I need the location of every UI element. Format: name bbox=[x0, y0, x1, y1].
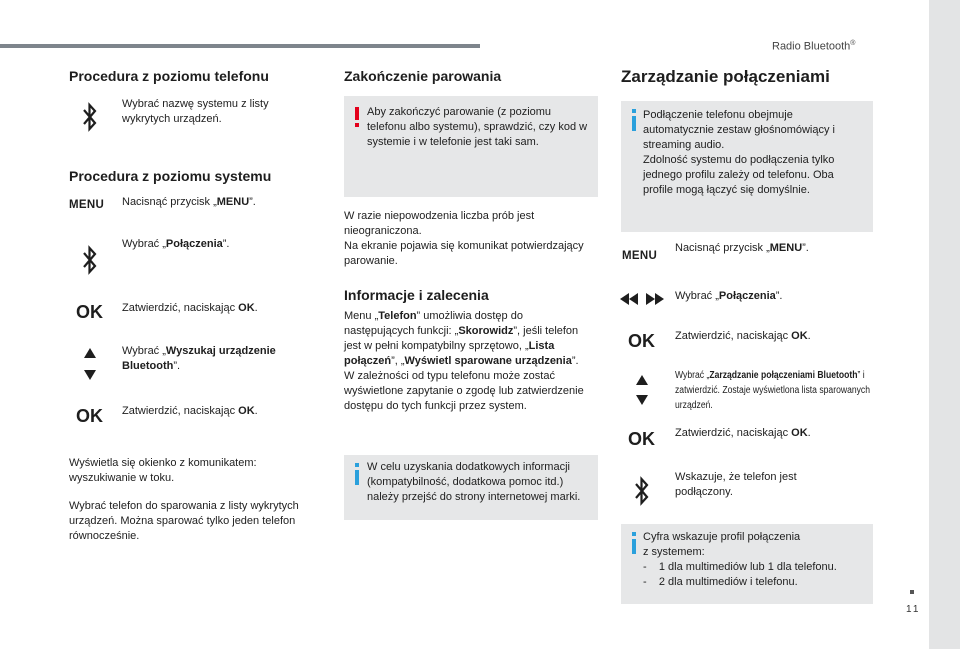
step-manage-bluetooth: Wybrać „Zarządzanie połączeniami Bluetooth” i zatwierdzić. Zostaje wyświetlona lista sparowanych urządzeń. bbox=[675, 370, 871, 411]
warning-text: Aby zakończyć parowanie (z poziomu telefonu albo systemu), sprawdzić, czy kod w systemie i w telefonie jest taki sam. bbox=[367, 106, 588, 148]
paragraph-failure: W razie niepowodzenia liczba prób jest nieograniczona. Na ekranie pojawia się komunikat potwierdzający parowanie. bbox=[344, 210, 584, 267]
section-title-system: Procedura z poziomu systemu bbox=[69, 168, 272, 184]
up-down-arrows-icon bbox=[82, 347, 98, 381]
step-confirm-ok: Zatwierdzić, naciskając OK. bbox=[122, 302, 258, 314]
step-select-connections: Wybrać „Połączenia”. bbox=[675, 290, 783, 302]
page-number: 11 bbox=[906, 604, 921, 615]
header-bar bbox=[0, 44, 480, 48]
info-icon bbox=[630, 532, 638, 554]
bluetooth-icon bbox=[80, 101, 100, 133]
warning-icon bbox=[353, 107, 361, 127]
bluetooth-icon bbox=[632, 475, 652, 507]
page-side-strip bbox=[929, 0, 960, 649]
page-marker-dot bbox=[910, 590, 914, 594]
note-box bbox=[344, 455, 598, 520]
section-title-end-pairing: Zakończenie parowania bbox=[344, 68, 502, 84]
menu-button-icon: MENU bbox=[622, 250, 658, 262]
profile-box bbox=[621, 524, 873, 604]
phone-step-text: Wybrać nazwę systemu z listy wykrytych urządzeń. bbox=[122, 98, 269, 125]
ok-button-icon: OK bbox=[628, 331, 655, 351]
info-box bbox=[621, 101, 873, 232]
step-confirm-ok: Zatwierdzić, naciskając OK. bbox=[675, 330, 811, 342]
info-icon bbox=[353, 463, 361, 485]
bluetooth-icon bbox=[80, 244, 100, 276]
chapter-title: Radio Bluetooth® bbox=[772, 40, 856, 53]
step-press-menu: Nacisnąć przycisk „MENU”. bbox=[675, 242, 809, 254]
paragraph-choose-phone: Wybrać telefon do sparowania z listy wykrytych urządzeń. Można sparować tylko jeden telefon równocześnie. bbox=[69, 500, 299, 542]
section-title-manage: Zarządzanie połączeniami bbox=[621, 67, 830, 86]
info-box-text: Podłączenie telefonu obejmuje automatycznie zestaw głośnomówiący i streaming audio. Zdolność systemu do podłączenia tylko jednego profilu zależy od telefonu. Oba profile mogą łączyć się domyślnie. bbox=[643, 109, 835, 196]
ok-button-icon: OK bbox=[628, 429, 655, 449]
section-title-phone: Procedura z poziomu telefonu bbox=[69, 68, 269, 84]
warning-box bbox=[344, 96, 598, 197]
ok-button-icon: OK bbox=[76, 406, 103, 426]
info-icon bbox=[630, 109, 638, 131]
left-right-arrows-icon bbox=[620, 292, 664, 306]
ok-button-icon: OK bbox=[76, 302, 103, 322]
step-select-connections: Wybrać „Połączenia”. bbox=[122, 238, 230, 250]
paragraph-info: Menu „Telefon” umożliwia dostęp do następujących funkcji: „Skorowidz”, jeśli telefon jest w pełni kompatybilny sprzętowo, „Lista połączeń”, „Wyświetl sparowane urządzenia”. W zależności od typu telefonu może zostać wyświetlone zapytanie o zgodę lub zatwierdzenie dostępu do tych funkcji przez system. bbox=[344, 310, 584, 412]
paragraph-search-window: Wyświetla się okienko z komunikatem: wyszukiwanie w toku. bbox=[69, 457, 257, 484]
step-phone-connected: Wskazuje, że telefon jest podłączony. bbox=[675, 471, 797, 498]
note-text: W celu uzyskania dodatkowych informacji (kompatybilność, dodatkowa pomoc itd.) należy przejść do strony internetowej marki. bbox=[367, 461, 581, 503]
profile-box-text: Cyfra wskazuje profil połączenia z systemem: - 1 dla multimediów lub 1 dla telefonu. - 2 dla multimediów i telefonu. bbox=[643, 531, 837, 588]
up-down-arrows-icon bbox=[634, 374, 650, 406]
step-press-menu: Nacisnąć przycisk „MENU”. bbox=[122, 196, 256, 208]
menu-button-icon: MENU bbox=[69, 199, 105, 211]
step-confirm-ok-2: Zatwierdzić, naciskając OK. bbox=[122, 405, 258, 417]
step-search-device: Wybrać „Wyszukaj urządzenie Bluetooth”. bbox=[122, 345, 276, 372]
step-confirm-ok-2: Zatwierdzić, naciskając OK. bbox=[675, 427, 811, 439]
section-title-info: Informacje i zalecenia bbox=[344, 287, 489, 303]
